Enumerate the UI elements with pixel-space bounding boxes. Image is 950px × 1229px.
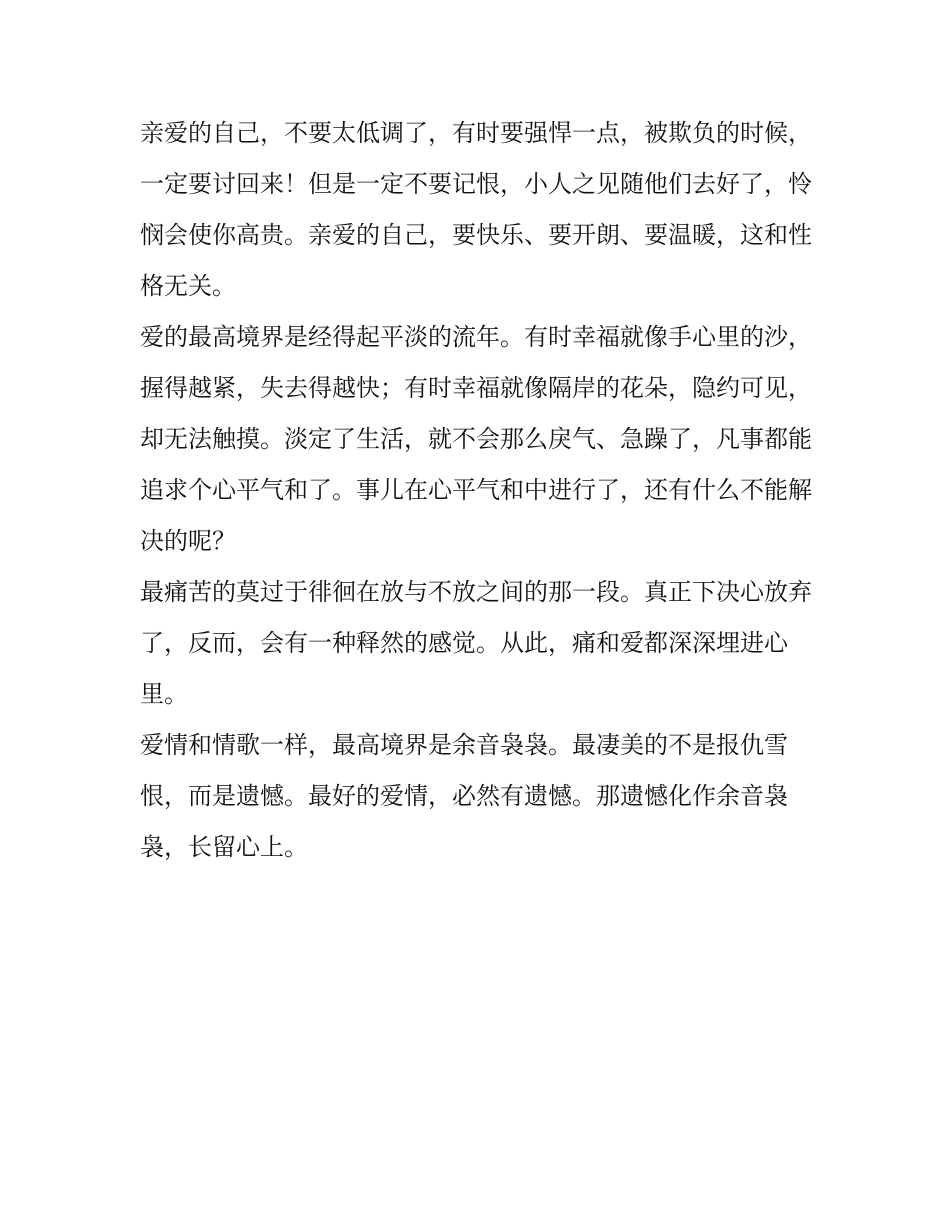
- document-body: [140, 108, 815, 873]
- paragraph-4: 爱情和情歌一样，最高境界是余音袅袅。最凄美的不是报仇雪恨，而是遗憾。最好的爱情，必然有遗憾。那遗憾化作余音袅袅，长留心上。: [140, 731, 788, 861]
- paragraph-3: 最痛苦的莫过于徘徊在放与不放之间的那一段。真正下决心放弃了，反而，会有一种释然的感觉。从此，痛和爱都深深埋进心里。: [140, 578, 812, 708]
- paragraph-1: 亲爱的自己，不要太低调了，有时要强悍一点，被欺负的时候，一定要讨回来！但是一定不要记恨，小人之见随他们去好了，怜悯会使你高贵。亲爱的自己，要快乐、要开朗、要温暖，这和性格无关。: [140, 119, 812, 300]
- paragraph-2: 爱的最高境界是经得起平淡的流年。有时幸福就像手心里的沙，握得越紧，失去得越快；有时幸福就像隔岸的花朵，隐约可见，却无法触摸。淡定了生活，就不会那么戾气、急躁了，凡事都能追求个心平气和了。事儿在心平气和中进行了，还有什么不能解决的呢？: [140, 323, 812, 555]
